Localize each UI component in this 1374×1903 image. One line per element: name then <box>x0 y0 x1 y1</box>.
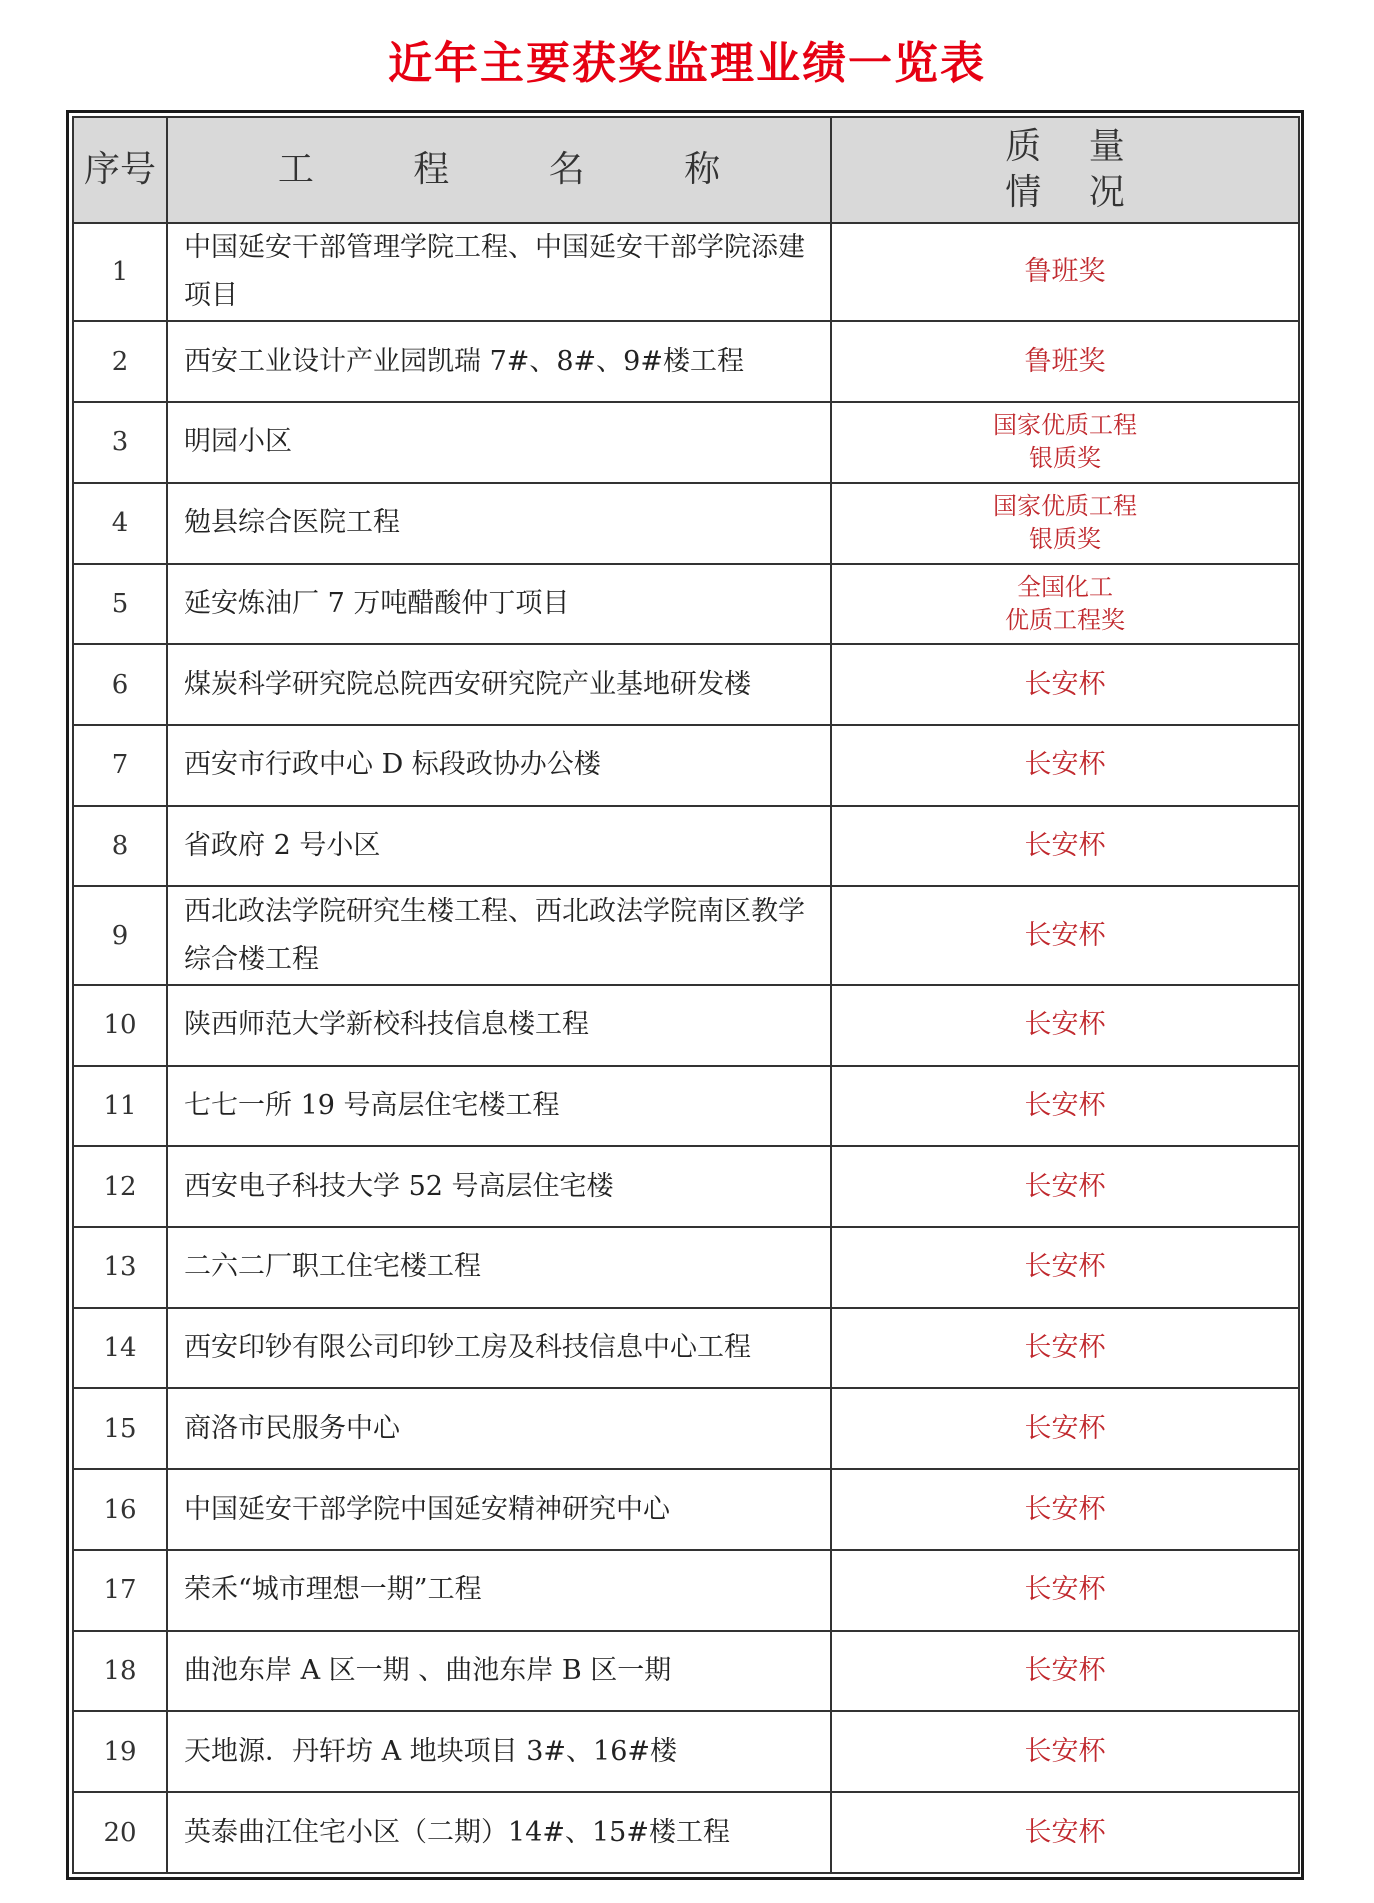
row-number: 10 <box>73 985 167 1066</box>
row-number: 15 <box>73 1388 167 1469</box>
table-row <box>73 1066 1299 1147</box>
award-cell <box>831 1227 1299 1308</box>
award-label: 全国化工 <box>1017 572 1113 601</box>
table-row <box>73 1631 1299 1712</box>
award-label: 长安杯 <box>1024 1412 1106 1444</box>
award-label: 长安杯 <box>1024 749 1106 781</box>
header-name <box>167 117 831 223</box>
project-name: 西安印钞有限公司印钞工房及科技信息中心工程 <box>167 1308 831 1389</box>
project-name: 西安市行政中心 D 标段政协办公楼 <box>167 725 831 806</box>
table-row <box>73 985 1299 1066</box>
table-row <box>73 1146 1299 1227</box>
award-cell <box>831 1146 1299 1227</box>
project-name: 明园小区 <box>167 402 831 483</box>
award-label: 长安杯 <box>1024 1735 1106 1767</box>
award-label: 长安杯 <box>1024 1251 1106 1283</box>
table-row <box>73 1469 1299 1550</box>
award-cell <box>831 1631 1299 1712</box>
award-label: 鲁班奖 <box>1024 345 1106 377</box>
award-cell <box>831 985 1299 1066</box>
award-cell <box>831 1308 1299 1389</box>
row-number: 7 <box>73 725 167 806</box>
award-label: 长安杯 <box>1024 830 1106 862</box>
award-cell <box>831 483 1299 564</box>
award-label: 优质工程奖 <box>1005 605 1125 634</box>
project-name: 延安炼油厂 7 万吨醋酸仲丁项目 <box>167 564 831 645</box>
header-quality-line2: 情 况 <box>1005 172 1143 213</box>
award-cell <box>831 1711 1299 1792</box>
award-label: 长安杯 <box>1024 1089 1106 1121</box>
row-number: 11 <box>73 1066 167 1147</box>
table-row <box>73 564 1299 645</box>
table-row <box>73 483 1299 564</box>
award-label: 国家优质工程 <box>993 492 1137 521</box>
table-row <box>73 644 1299 725</box>
award-label: 银质奖 <box>1029 525 1101 554</box>
row-number: 5 <box>73 564 167 645</box>
header-no: 序号 <box>73 117 167 223</box>
table-row <box>73 321 1299 402</box>
award-cell <box>831 1792 1299 1873</box>
award-cell <box>831 806 1299 887</box>
row-number: 9 <box>73 886 167 984</box>
award-label: 长安杯 <box>1024 1332 1106 1364</box>
award-cell <box>831 644 1299 725</box>
project-name: 英泰曲江住宅小区（二期）14#、15#楼工程 <box>167 1792 831 1873</box>
table-row <box>73 1550 1299 1631</box>
row-number: 13 <box>73 1227 167 1308</box>
project-name: 中国延安干部管理学院工程、中国延安干部学院添建项目 <box>167 223 831 321</box>
award-cell <box>831 1066 1299 1147</box>
row-number: 8 <box>73 806 167 887</box>
award-label: 长安杯 <box>1024 919 1106 951</box>
award-cell <box>831 725 1299 806</box>
table-row <box>73 1711 1299 1792</box>
award-label: 银质奖 <box>1029 444 1101 473</box>
awards-table <box>72 116 1300 1874</box>
row-number: 3 <box>73 402 167 483</box>
header-quality-line1: 质 量 <box>1005 126 1143 167</box>
award-label: 长安杯 <box>1024 1654 1106 1686</box>
award-label: 长安杯 <box>1024 1493 1106 1525</box>
award-label: 鲁班奖 <box>1024 256 1106 288</box>
row-number: 1 <box>73 223 167 321</box>
award-label: 长安杯 <box>1024 1170 1106 1202</box>
project-name: 曲池东岸 A 区一期 、曲池东岸 B 区一期 <box>167 1631 831 1712</box>
project-name: 二六二厂职工住宅楼工程 <box>167 1227 831 1308</box>
table-row <box>73 1388 1299 1469</box>
project-name: 省政府 2 号小区 <box>167 806 831 887</box>
award-label: 国家优质工程 <box>993 411 1137 440</box>
header-quality <box>831 117 1299 223</box>
award-label: 长安杯 <box>1024 668 1106 700</box>
row-number: 18 <box>73 1631 167 1712</box>
project-name: 陕西师范大学新校科技信息楼工程 <box>167 985 831 1066</box>
award-cell <box>831 321 1299 402</box>
project-name: 煤炭科学研究院总院西安研究院产业基地研发楼 <box>167 644 831 725</box>
row-number: 4 <box>73 483 167 564</box>
award-cell <box>831 402 1299 483</box>
award-label: 长安杯 <box>1024 1574 1106 1606</box>
row-number: 14 <box>73 1308 167 1389</box>
row-number: 2 <box>73 321 167 402</box>
row-number: 6 <box>73 644 167 725</box>
project-name: 西安工业设计产业园凯瑞 7#、8#、9#楼工程 <box>167 321 831 402</box>
table-row <box>73 1792 1299 1873</box>
award-label: 长安杯 <box>1024 1009 1106 1041</box>
award-cell <box>831 564 1299 645</box>
row-number: 20 <box>73 1792 167 1873</box>
project-name: 勉县综合医院工程 <box>167 483 831 564</box>
project-name: 中国延安干部学院中国延安精神研究中心 <box>167 1469 831 1550</box>
award-cell <box>831 1469 1299 1550</box>
table-row <box>73 806 1299 887</box>
table-row <box>73 725 1299 806</box>
table-row <box>73 886 1299 984</box>
award-cell <box>831 886 1299 984</box>
table-row <box>73 1308 1299 1389</box>
award-label: 长安杯 <box>1024 1816 1106 1848</box>
project-name: 七七一所 19 号高层住宅楼工程 <box>167 1066 831 1147</box>
table-row <box>73 223 1299 321</box>
project-name: 天地源．丹轩坊 A 地块项目 3#、16#楼 <box>167 1711 831 1792</box>
table-row <box>73 402 1299 483</box>
award-cell <box>831 223 1299 321</box>
project-name: 商洛市民服务中心 <box>167 1388 831 1469</box>
header-name-label: 工 程 名 称 <box>277 149 765 190</box>
project-name: 荣禾“城市理想一期”工程 <box>167 1550 831 1631</box>
project-name: 西安电子科技大学 52 号高层住宅楼 <box>167 1146 831 1227</box>
row-number: 17 <box>73 1550 167 1631</box>
project-name: 西北政法学院研究生楼工程、西北政法学院南区教学综合楼工程 <box>167 886 831 984</box>
award-cell <box>831 1550 1299 1631</box>
header-row <box>73 117 1299 223</box>
row-number: 16 <box>73 1469 167 1550</box>
row-number: 12 <box>73 1146 167 1227</box>
row-number: 19 <box>73 1711 167 1792</box>
page-title: 近年主要获奖监理业绩一览表 <box>388 38 986 89</box>
table-row <box>73 1227 1299 1308</box>
award-cell <box>831 1388 1299 1469</box>
